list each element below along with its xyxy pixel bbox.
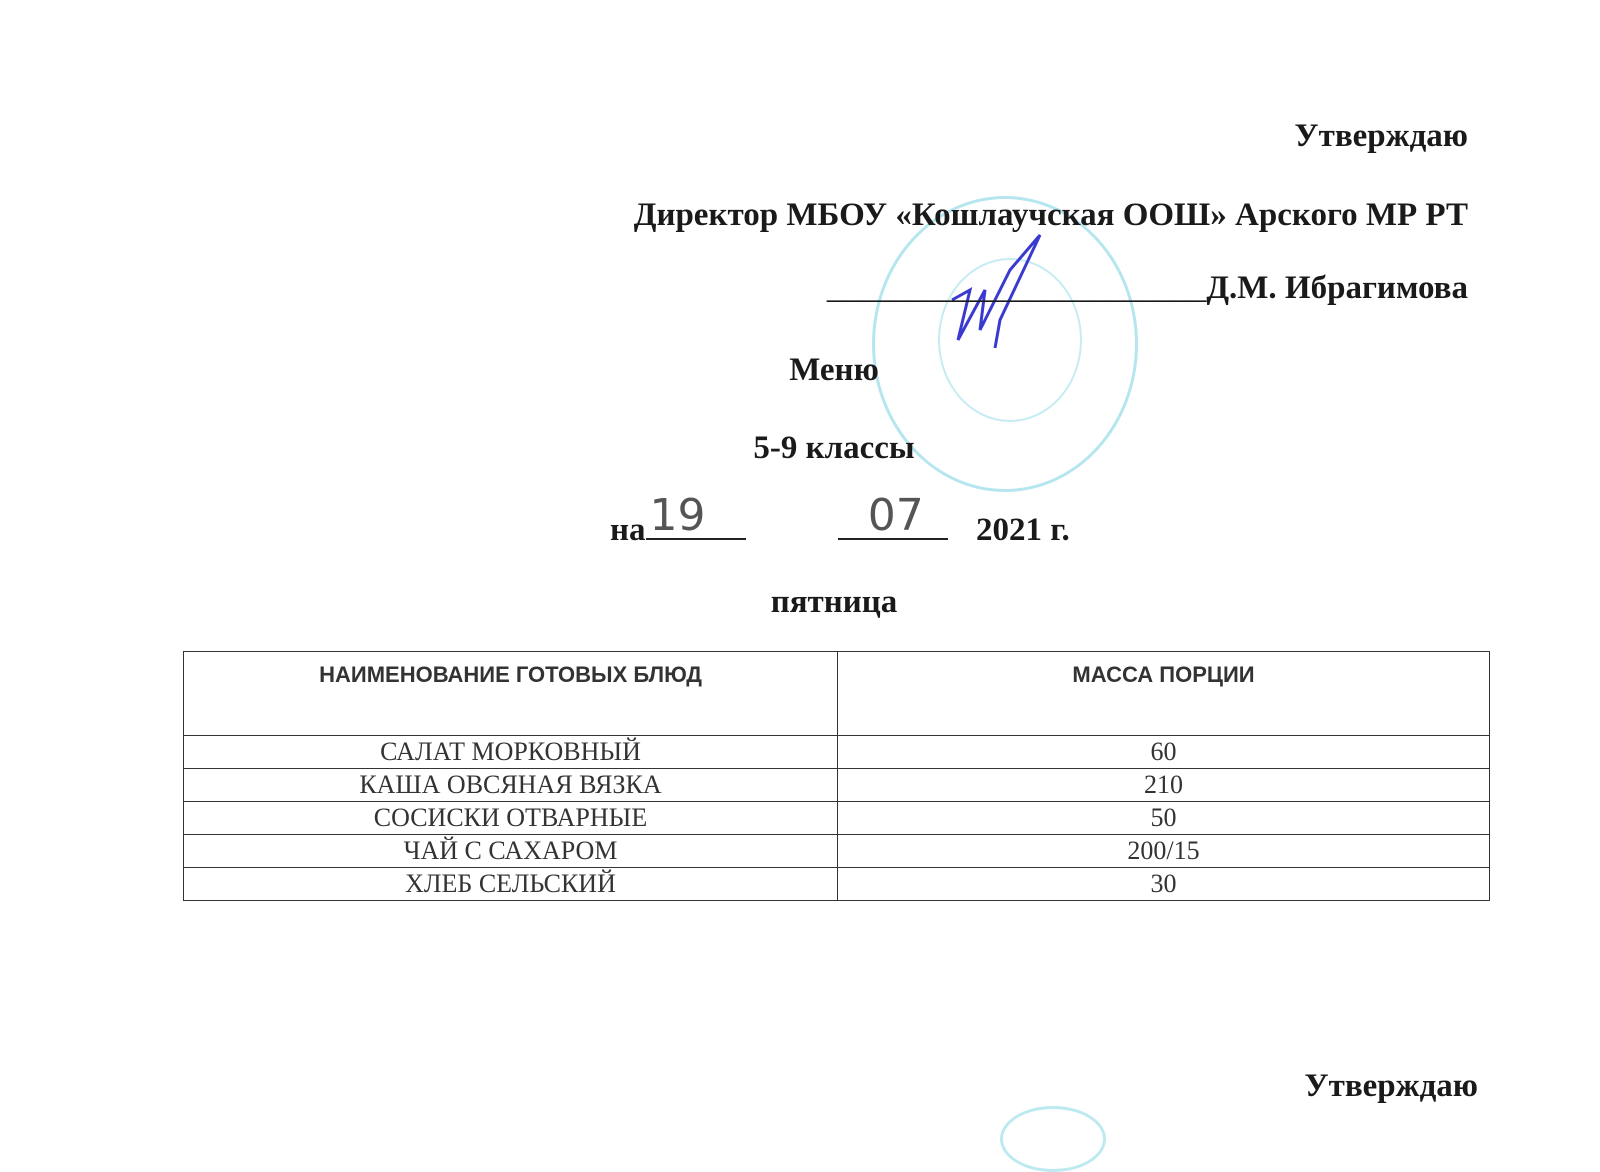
dish-name: ЧАЙ С САХАРОМ [184, 835, 838, 868]
menu-grades: 5-9 классы [753, 430, 915, 466]
dish-mass: 200/15 [838, 835, 1490, 868]
next-page-stamp [1000, 1106, 1106, 1172]
table-row [184, 868, 1490, 901]
signature-line: _______________________ [826, 270, 1207, 306]
date-prefix: на [610, 512, 646, 548]
menu-title: Меню [789, 352, 879, 388]
date-day: 19 [649, 490, 706, 541]
dish-name: САЛАТ МОРКОВНЫЙ [184, 736, 838, 769]
dish-name: ХЛЕБ СЕЛЬСКИЙ [184, 868, 838, 901]
menu-table [183, 651, 1490, 901]
header-mass: МАССА ПОРЦИИ [838, 652, 1490, 736]
date-month: 07 [867, 490, 924, 541]
header-dish: НАИМЕНОВАНИЕ ГОТОВЫХ БЛЮД [184, 652, 838, 736]
footer-approval-title: Утверждаю [1304, 1068, 1478, 1104]
dish-name: СОСИСКИ ОТВАРНЫЕ [184, 802, 838, 835]
table-row [184, 802, 1490, 835]
table-row [184, 769, 1490, 802]
director-position: Директор МБОУ «Кошлаучская ООШ» Арского МР РТ [633, 197, 1468, 233]
menu-date [610, 490, 1070, 549]
dish-name: КАША ОВСЯНАЯ ВЯЗКА [184, 769, 838, 802]
dish-mass: 210 [838, 769, 1490, 802]
menu-weekday: пятница [770, 584, 898, 620]
approval-title: Утверждаю [1294, 118, 1468, 154]
dish-mass: 30 [838, 868, 1490, 901]
table-header [184, 652, 1490, 736]
date-year: 2021 г. [976, 512, 1070, 548]
dish-mass: 50 [838, 802, 1490, 835]
dish-mass: 60 [838, 736, 1490, 769]
director-name: Д.М. Ибрагимова [1206, 270, 1468, 306]
director-signature-line [827, 270, 1468, 307]
table-row [184, 736, 1490, 769]
table-row [184, 835, 1490, 868]
